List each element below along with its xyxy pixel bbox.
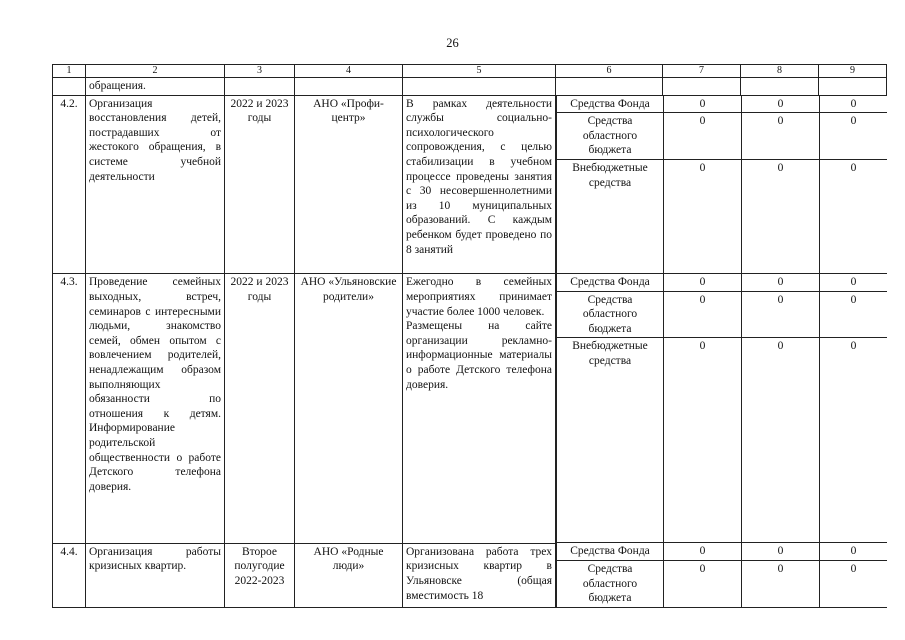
value-col9: 0 — [820, 291, 887, 338]
col-header: 8 — [741, 65, 819, 78]
table-row — [53, 95, 887, 274]
program-table — [52, 64, 887, 608]
value-col9: 0 — [820, 113, 887, 160]
description-paragraph: Размещены на сайте организации рекламно-информационные материалы о работе Детского телефона доверия. — [406, 320, 552, 391]
measure-title: Проведение семейных выходных, встреч, семинаров с интересными людьми, знакомство семей, обмен опытом с вовлечением родителей, ненадлежащим образом выполняющих обязанности по отношения к детям. Информирование родительской общественности о работе Детского телефона доверия. — [86, 274, 225, 543]
value-col7: 0 — [664, 113, 742, 160]
continuation-row — [53, 78, 887, 96]
col-header: 4 — [295, 65, 403, 78]
period: 2022 и 2023 годы — [225, 274, 295, 543]
continuation-text: обращения. — [86, 78, 225, 96]
funding-source: Средства областного бюджета — [557, 560, 664, 607]
col-header: 3 — [225, 65, 295, 78]
result-description: В рамках деятельности службы социально-психологического сопровождения, с целью стабилизации в учебном процессе проведены занятия с 30 несовершеннолетними из 10 муниципальных образований. С каждым ребенком будет проведено по 8 занятий — [403, 95, 556, 274]
row-number: 4.2. — [53, 95, 86, 274]
table-row — [53, 543, 887, 607]
funding-source: Средства областного бюджета — [557, 291, 664, 338]
value-col8: 0 — [742, 338, 820, 543]
period: 2022 и 2023 годы — [225, 95, 295, 274]
result-description: Организована работа трех кризисных квартир в Ульяновске (общая вместимость 18 — [403, 543, 556, 607]
executor: АНО «Ульяновские родители» — [295, 274, 403, 543]
funding-source: Средства областного бюджета — [557, 113, 664, 160]
value-col9: 0 — [820, 560, 887, 607]
value-col7: 0 — [664, 274, 742, 291]
funding-block — [556, 274, 887, 543]
period: Второе полугодие 2022-2023 — [225, 543, 295, 607]
value-col7: 0 — [664, 159, 742, 273]
description-paragraph: Ежегодно в семейных мероприятиях принимает участие более 1000 человек. — [406, 276, 552, 318]
funding-source: Внебюджетные средства — [557, 338, 664, 543]
value-col8: 0 — [742, 113, 820, 160]
funding-block — [556, 95, 887, 274]
col-header: 2 — [86, 65, 225, 78]
value-col9: 0 — [820, 338, 887, 543]
col-header: 5 — [403, 65, 556, 78]
value-col7: 0 — [664, 291, 742, 338]
col-header: 7 — [663, 65, 741, 78]
value-col8: 0 — [742, 291, 820, 338]
measure-title: Организация восстановления детей, пострадавших от жестокого обращения, в системе учебной деятельности — [86, 95, 225, 274]
value-col7: 0 — [664, 338, 742, 543]
col-header: 9 — [819, 65, 887, 78]
value-col9: 0 — [820, 96, 887, 113]
value-col9: 0 — [820, 274, 887, 291]
table-row — [53, 274, 887, 543]
value-col8: 0 — [742, 543, 820, 560]
value-col7: 0 — [664, 543, 742, 560]
funding-source: Средства Фонда — [557, 96, 664, 113]
funding-block — [556, 543, 887, 607]
col-header: 6 — [556, 65, 663, 78]
funding-source: Средства Фонда — [557, 543, 664, 560]
row-number: 4.4. — [53, 543, 86, 607]
executor: АНО «Родные люди» — [295, 543, 403, 607]
value-col8: 0 — [742, 159, 820, 273]
col-header: 1 — [53, 65, 86, 78]
result-description — [403, 274, 556, 543]
value-col7: 0 — [664, 96, 742, 113]
value-col8: 0 — [742, 96, 820, 113]
column-number-row — [53, 65, 887, 78]
executor: АНО «Профи-центр» — [295, 95, 403, 274]
funding-source: Внебюджетные средства — [557, 159, 664, 273]
row-number: 4.3. — [53, 274, 86, 543]
measure-title: Организация работы кризисных квартир. — [86, 543, 225, 607]
value-col9: 0 — [820, 159, 887, 273]
value-col9: 0 — [820, 543, 887, 560]
value-col8: 0 — [742, 560, 820, 607]
value-col8: 0 — [742, 274, 820, 291]
page-number: 26 — [446, 36, 459, 50]
value-col7: 0 — [664, 560, 742, 607]
funding-source: Средства Фонда — [557, 274, 664, 291]
